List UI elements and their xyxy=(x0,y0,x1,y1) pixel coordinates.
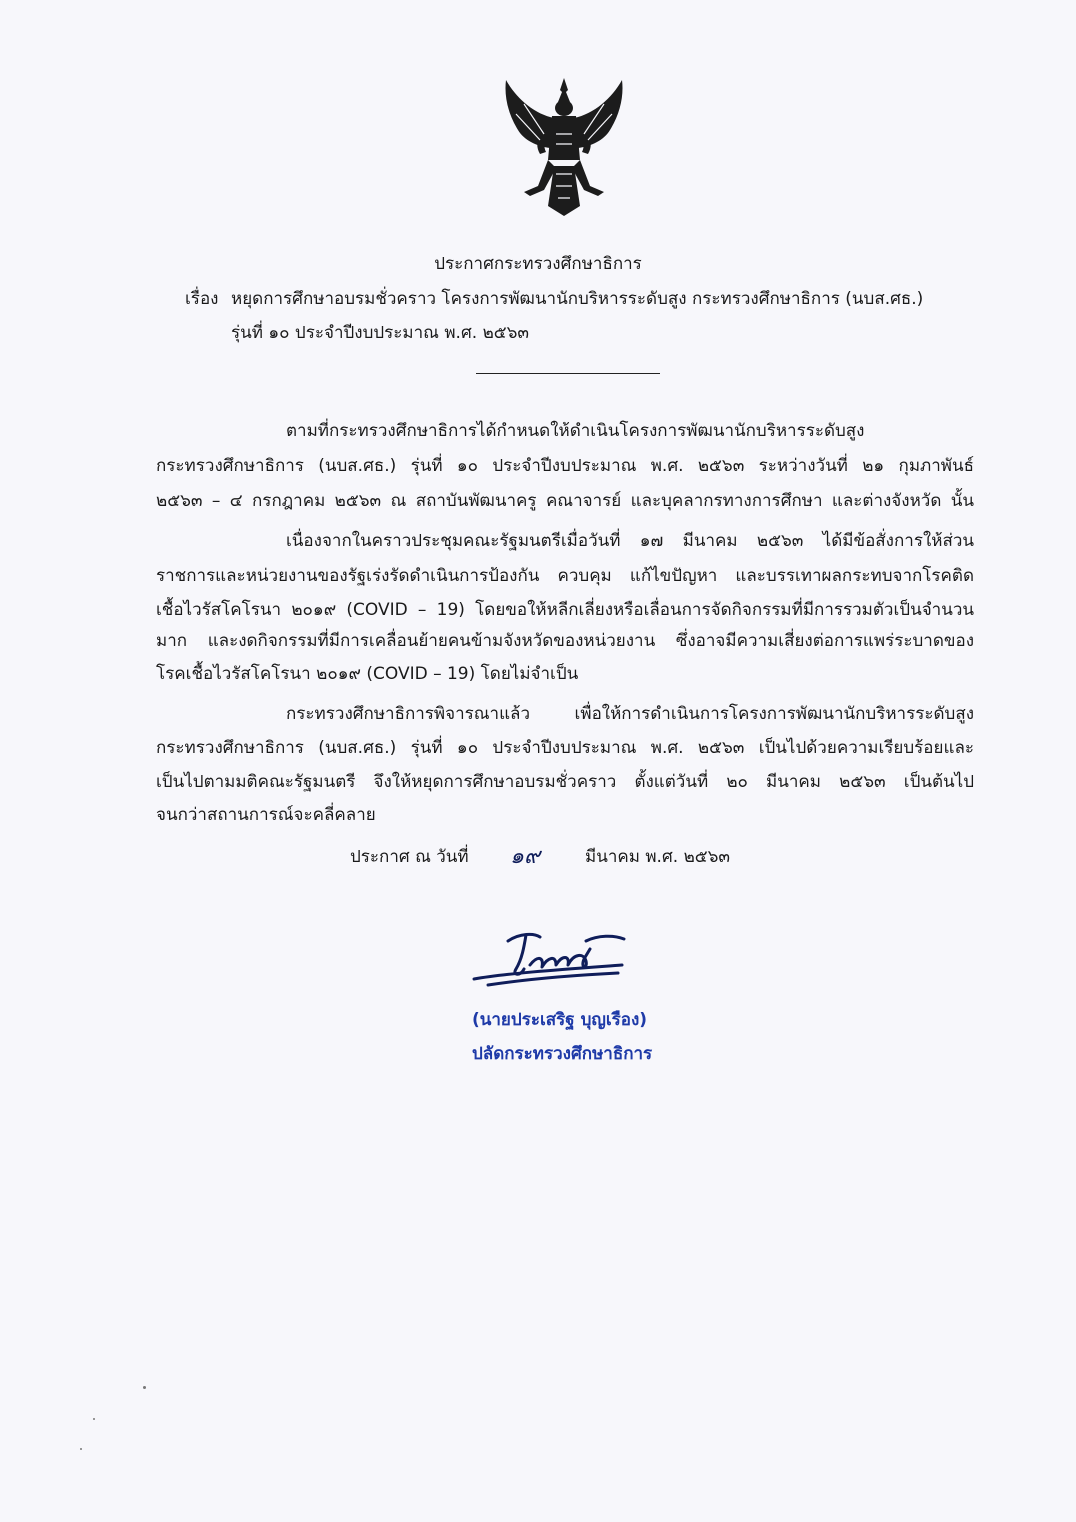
para2-line: เชื้อไวรัสโคโรนา ๒๐๑๙ (COVID – 19) โดยขอให้หลีกเลี่ยงหรือเลื่อนการจัดกิจกรรมที่มีการรวมตัวเป็นจำนวน xyxy=(156,600,974,620)
date-day-handwritten: ๑๙ xyxy=(510,844,541,869)
para3-line: เป็นไปตามมติคณะรัฐมนตรี จึงให้หยุดการศึกษาอบรมชั่วคราว ตั้งแต่วันที่ ๒๐ มีนาคม ๒๕๖๓ เป็นต้นไป xyxy=(156,772,974,792)
para3-line: กระทรวงศึกษาธิการพิจารณาแล้ว เพื่อให้การดำเนินการโครงการพัฒนานักบริหารระดับสูง xyxy=(286,704,974,724)
scan-speck xyxy=(93,1418,95,1420)
para2-line: เนื่องจากในคราวประชุมคณะรัฐมนตรีเมื่อวันที่ ๑๗ มีนาคม ๒๕๖๓ ได้มีข้อสั่งการให้ส่วน xyxy=(286,531,974,551)
subject-line-2: รุ่นที่ ๑๐ ประจำปีงบประมาณ พ.ศ. ๒๕๖๓ xyxy=(231,323,530,343)
para3-line: กระทรวงศึกษาธิการ (นบส.ศธ.) รุ่นที่ ๑๐ ประจำปีงบประมาณ พ.ศ. ๒๕๖๓ เป็นไปด้วยความเรียบร้อยและ xyxy=(156,738,974,758)
signatory-name: (นายประเสริฐ บุญเรือง) xyxy=(472,1010,648,1030)
announcement-title: ประกาศกระทรวงศึกษาธิการ xyxy=(434,254,642,274)
para2-line: ราชการและหน่วยงานของรัฐเร่งรัดดำเนินการป้องกัน ควบคุม แก้ไขปัญหา และบรรเทาผลกระทบจากโรคติด xyxy=(156,566,974,586)
para1-line: กระทรวงศึกษาธิการ (นบส.ศธ.) รุ่นที่ ๑๐ ประจำปีงบประมาณ พ.ศ. ๒๕๖๓ ระหว่างวันที่ ๒๑ กุมภาพันธ์ xyxy=(156,456,974,476)
garuda-emblem-icon xyxy=(494,74,634,220)
subject-label: เรื่อง xyxy=(185,289,219,309)
signatory-position: ปลัดกระทรวงศึกษาธิการ xyxy=(472,1044,653,1064)
subject-line-1: หยุดการศึกษาอบรมชั่วคราว โครงการพัฒนานักบริหารระดับสูง กระทรวงศึกษาธิการ (นบส.ศธ.) xyxy=(231,289,924,309)
para2-line: โรคเชื้อไวรัสโคโรนา ๒๐๑๙ (COVID – 19) โดยไม่จำเป็น xyxy=(156,664,579,684)
scan-speck xyxy=(80,1448,82,1450)
para1-line: ๒๕๖๓ – ๔ กรกฎาคม ๒๕๖๓ ณ สถาบันพัฒนาครู คณาจารย์ และบุคลากรทางการศึกษา และต่างจังหวัด นั้น xyxy=(156,491,974,511)
date-suffix: มีนาคม พ.ศ. ๒๕๖๓ xyxy=(585,847,731,867)
para3-line: จนกว่าสถานการณ์จะคลี่คลาย xyxy=(156,805,376,825)
para2-line: มาก และงดกิจกรรมที่มีการเคลื่อนย้ายคนข้ามจังหวัดของหน่วยงาน ซึ่งอาจมีความเสี่ยงต่อการแพร่ระบาดของ xyxy=(156,631,974,651)
date-prefix: ประกาศ ณ วันที่ xyxy=(350,847,469,867)
signature xyxy=(468,925,628,987)
scan-speck xyxy=(143,1386,146,1389)
divider-rule xyxy=(476,373,660,374)
para1-line: ตามที่กระทรวงศึกษาธิการได้กำหนดให้ดำเนินโครงการพัฒนานักบริหารระดับสูง xyxy=(286,421,865,441)
